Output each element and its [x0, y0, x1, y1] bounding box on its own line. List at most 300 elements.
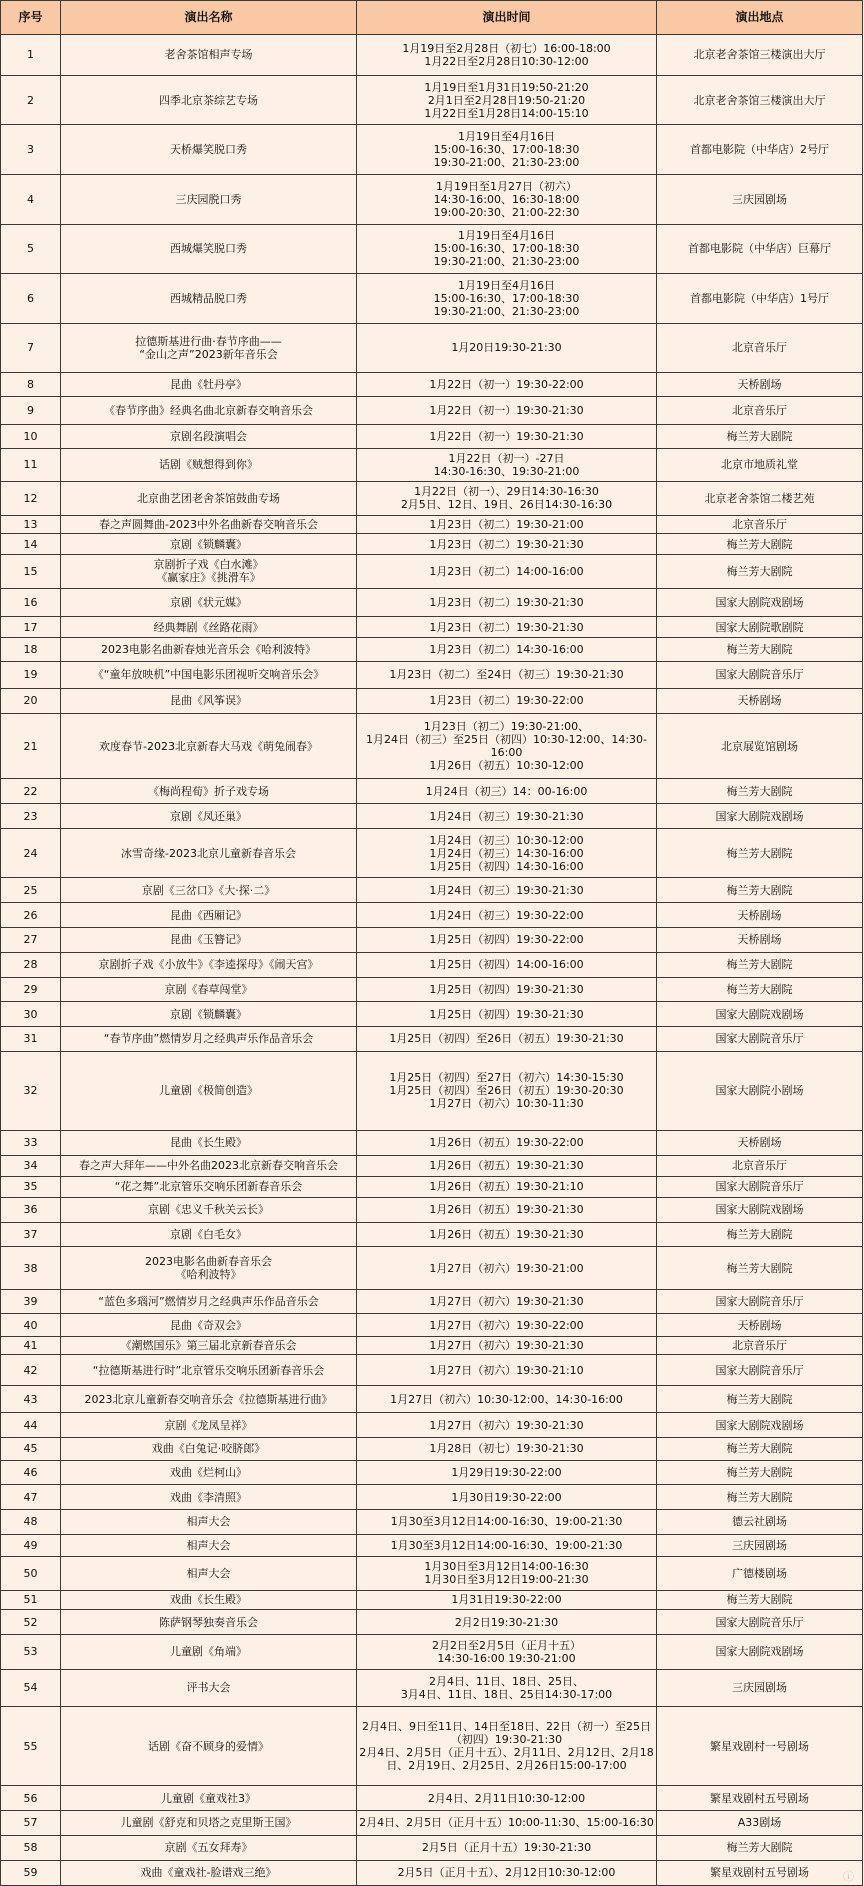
cell-name: 经典舞剧《丝路花雨》: [61, 617, 357, 638]
table-row: [1, 1557, 863, 1590]
cell-time: 1月27日（初六）19:30-21:10: [357, 1355, 657, 1386]
table-row: [1, 1485, 863, 1510]
cell-name: 戏曲《白兔记·咬脐郎》: [61, 1438, 357, 1460]
cell-venue: 国家大剧院音乐厅: [657, 1027, 863, 1052]
cell-time: 1月19日至1月27日（初六） 14:30-16:00、16:30-18:00 19:00-20:30、21:00-22:30: [357, 174, 657, 224]
cell-venue: 天桥剧场: [657, 1131, 863, 1156]
cell-time: 2月4日、9日至11日、14日至18日、22日（初一）至25日（初四）19:30-21:30 2月4日、2月5日（正月十五）、2月11日、2月12日、2月18日、2月19日、2月25日、2月26日15:00-17:00: [357, 1706, 657, 1785]
cell-index: 36: [1, 1197, 61, 1222]
cell-time: 1月22日（初一）19:30-22:00: [357, 373, 657, 397]
cell-time: 1月25日（初四）19:30-21:30: [357, 1002, 657, 1027]
table-row: [1, 1510, 863, 1535]
cell-venue: 北京音乐厅: [657, 396, 863, 424]
cell-name: 京剧《凤还巢》: [61, 804, 357, 829]
table-row: [1, 35, 863, 76]
cell-index: 33: [1, 1131, 61, 1156]
cell-name: 京剧《白毛女》: [61, 1222, 357, 1247]
cell-name: 京剧《状元媒》: [61, 588, 357, 616]
table-row: [1, 952, 863, 977]
table-row: [1, 75, 863, 125]
cell-index: 1: [1, 35, 61, 76]
cell-time: 1月19日至4月16日 15:00-16:30、17:00-18:30 19:30-21:00、21:30-23:00: [357, 274, 657, 324]
cell-time: 1月30日至3月12日14:00-16:30 1月30日至3月12日19:00-21:30: [357, 1557, 657, 1590]
cell-venue: 国家大剧院音乐厅: [657, 1289, 863, 1314]
table-row: [1, 588, 863, 616]
cell-index: 16: [1, 588, 61, 616]
cell-venue: 梅兰芳大剧院: [657, 1222, 863, 1247]
cell-index: 17: [1, 617, 61, 638]
cell-venue: 国家大剧院戏剧场: [657, 1197, 863, 1222]
cell-index: 22: [1, 779, 61, 804]
cell-index: 13: [1, 515, 61, 534]
cell-name: 戏曲《李清照》: [61, 1485, 357, 1510]
cell-venue: 国家大剧院戏剧场: [657, 1413, 863, 1438]
cell-time: 1月24日（初三）19:30-21:30: [357, 878, 657, 903]
cell-time: 1月19日至1月31日19:50-21:20 2月1日至2月28日19:50-21:20 1月22日至1月28日14:00-15:10: [357, 75, 657, 125]
cell-name: 京剧《五女拜寿》: [61, 1835, 357, 1860]
table-row: [1, 713, 863, 779]
cell-venue: 梅兰芳大剧院: [657, 1247, 863, 1289]
cell-venue: 北京老舍茶馆三楼演出大厅: [657, 35, 863, 76]
cell-index: 10: [1, 425, 61, 449]
cell-venue: 北京市地质礼堂: [657, 448, 863, 481]
cell-venue: 梅兰芳大剧院: [657, 1460, 863, 1485]
cell-venue: 国家大剧院戏剧场: [657, 1635, 863, 1670]
cell-index: 9: [1, 396, 61, 424]
table-row: [1, 1176, 863, 1197]
cell-index: 43: [1, 1386, 61, 1413]
cell-time: 1月25日（初四）19:30-22:00: [357, 927, 657, 952]
cell-index: 42: [1, 1355, 61, 1386]
cell-venue: 三庆园剧场: [657, 1534, 863, 1556]
cell-index: 55: [1, 1706, 61, 1785]
cell-time: 1月30至3月12日14:00-16:30、19:00-21:30: [357, 1510, 657, 1535]
cell-name: 2023电影名曲新春音乐会 《哈利波特》: [61, 1247, 357, 1289]
cell-index: 38: [1, 1247, 61, 1289]
cell-venue: 天桥剧场: [657, 1314, 863, 1336]
table-row: [1, 1460, 863, 1485]
header-index: 序号: [1, 1, 61, 35]
cell-index: 41: [1, 1336, 61, 1355]
cell-time: 1月25日（初四）至27日（初六）14:30-15:30 1月25日（初四）至26日（初五）19:30-20:30 1月27日（初六）10:30-11:30: [357, 1051, 657, 1130]
cell-name: 北京曲艺团老舍茶馆鼓曲专场: [61, 482, 357, 515]
table-row: [1, 661, 863, 688]
cell-venue: 国家大剧院戏剧场: [657, 1002, 863, 1027]
cell-name: 西城精品脱口秀: [61, 274, 357, 324]
cell-venue: 梅兰芳大剧院: [657, 1835, 863, 1860]
table-row: [1, 878, 863, 903]
cell-name: 欢度春节-2023北京新春大马戏《萌兔闹春》: [61, 713, 357, 779]
cell-name: 昆曲《奇双会》: [61, 1314, 357, 1336]
cell-name: 儿童剧《极简创造》: [61, 1051, 357, 1130]
cell-venue: 梅兰芳大剧院: [657, 1438, 863, 1460]
table-row: [1, 1222, 863, 1247]
cell-time: 1月25日（初四）19:30-21:30: [357, 977, 657, 1002]
cell-time: 1月22日（初一）、29日14:30-16:30 2月5日、12日、19日、26日14:30-16:30: [357, 482, 657, 515]
cell-name: 京剧折子戏《白水滩》 《赢家庄》《挑滑车》: [61, 555, 357, 588]
cell-index: 31: [1, 1027, 61, 1052]
cell-name: 西城爆笑脱口秀: [61, 224, 357, 274]
cell-venue: 国家大剧院戏剧场: [657, 804, 863, 829]
cell-time: 2月4日、2月5日（正月十五）10:00-11:30、15:00-16:30: [357, 1811, 657, 1836]
cell-venue: 梅兰芳大剧院: [657, 878, 863, 903]
table-row: [1, 1051, 863, 1130]
cell-index: 27: [1, 927, 61, 952]
table-header-row: [1, 1, 863, 35]
cell-venue: 北京老舍茶馆二楼艺苑: [657, 482, 863, 515]
table-row: [1, 1386, 863, 1413]
cell-index: 28: [1, 952, 61, 977]
cell-name: 春之声大拜年——中外名曲2023北京新春交响音乐会: [61, 1155, 357, 1176]
cell-index: 45: [1, 1438, 61, 1460]
cell-time: 1月22日（初一）19:30-21:30: [357, 425, 657, 449]
table-row: [1, 534, 863, 555]
cell-time: 2月5日（正月十五）19:30-21:30: [357, 1835, 657, 1860]
cell-name: 昆曲《玉簪记》: [61, 927, 357, 952]
cell-name: 《潮燃国乐》第三届北京新春音乐会: [61, 1336, 357, 1355]
cell-index: 29: [1, 977, 61, 1002]
cell-time: 2月2日19:30-21:30: [357, 1610, 657, 1635]
cell-venue: 梅兰芳大剧院: [657, 638, 863, 662]
cell-time: 1月25日（初四）14:00-16:00: [357, 952, 657, 977]
table-row: [1, 1002, 863, 1027]
cell-name: 京剧《忠义千秋关云长》: [61, 1197, 357, 1222]
cell-name: 三庆园脱口秀: [61, 174, 357, 224]
cell-venue: 天桥剧场: [657, 373, 863, 397]
cell-name: “拉德斯基进行时”北京管乐交响乐团新春音乐会: [61, 1355, 357, 1386]
cell-name: 四季北京茶综艺专场: [61, 75, 357, 125]
cell-venue: 北京展览馆剧场: [657, 713, 863, 779]
cell-venue: 国家大剧院音乐厅: [657, 1610, 863, 1635]
cell-venue: 天桥剧场: [657, 688, 863, 713]
cell-time: 1月27日（初六）19:30-21:30: [357, 1336, 657, 1355]
cell-name: 昆曲《长生殿》: [61, 1131, 357, 1156]
cell-time: 1月23日（初二）19:30-22:00: [357, 688, 657, 713]
table-row: [1, 323, 863, 373]
cell-index: 54: [1, 1669, 61, 1706]
cell-index: 26: [1, 903, 61, 928]
table-row: [1, 425, 863, 449]
table-row: [1, 555, 863, 588]
table-row: [1, 828, 863, 878]
cell-time: 1月30至3月12日14:00-16:30、19:00-21:30: [357, 1534, 657, 1556]
cell-time: 1月22日（初一）19:30-21:30: [357, 396, 657, 424]
cell-name: 2023北京儿童新春交响音乐会《拉德斯基进行曲》: [61, 1386, 357, 1413]
table-row: [1, 977, 863, 1002]
table-row: [1, 903, 863, 928]
cell-venue: 梅兰芳大剧院: [657, 977, 863, 1002]
cell-time: 2月4日、11日、18日、25日、 3月4日、11日、18日、25日14:30-17:00: [357, 1669, 657, 1706]
cell-time: 1月24日（初三）14：00-16:00: [357, 779, 657, 804]
table-row: [1, 779, 863, 804]
cell-index: 51: [1, 1590, 61, 1610]
cell-time: 1月26日（初五）19:30-21:30: [357, 1155, 657, 1176]
cell-time: 1月23日（初二）19:30-21:30: [357, 588, 657, 616]
cell-time: 1月24日（初三）19:30-21:30: [357, 804, 657, 829]
cell-time: 1月27日（初六）19:30-21:30: [357, 1289, 657, 1314]
cell-name: 拉德斯基进行曲·春节序曲—— “金山之声”2023新年音乐会: [61, 323, 357, 373]
cell-time: 1月23日（初二）19:30-21:00、 1月24日（初三）至25日（初四）10:30-12:00、14:30-16:00 1月26日（初五）10:30-12:00: [357, 713, 657, 779]
cell-name: 儿童剧《童戏社3》: [61, 1786, 357, 1811]
cell-index: 56: [1, 1786, 61, 1811]
table-row: [1, 224, 863, 274]
cell-name: 相声大会: [61, 1557, 357, 1590]
cell-index: 25: [1, 878, 61, 903]
cell-index: 50: [1, 1557, 61, 1590]
cell-name: 戏曲《长生殿》: [61, 1590, 357, 1610]
cell-index: 39: [1, 1289, 61, 1314]
cell-time: 1月26日（初五）19:30-22:00: [357, 1131, 657, 1156]
cell-name: 老舍茶馆相声专场: [61, 35, 357, 76]
table-row: [1, 1438, 863, 1460]
cell-venue: 北京音乐厅: [657, 1155, 863, 1176]
cell-index: 53: [1, 1635, 61, 1670]
cell-time: 1月23日（初二）19:30-21:30: [357, 534, 657, 555]
cell-time: 1月30日19:30-22:00: [357, 1485, 657, 1510]
cell-time: 1月23日（初二）19:30-21:00: [357, 515, 657, 534]
cell-index: 58: [1, 1835, 61, 1860]
cell-name: 京剧折子戏《小放牛》《李逵探母》《闹天宫》: [61, 952, 357, 977]
cell-index: 49: [1, 1534, 61, 1556]
cell-index: 34: [1, 1155, 61, 1176]
cell-index: 7: [1, 323, 61, 373]
cell-time: 1月27日（初六）10:30-12:00、14:30-16:00: [357, 1386, 657, 1413]
table-row: [1, 1835, 863, 1860]
cell-index: 23: [1, 804, 61, 829]
table-row: [1, 1590, 863, 1610]
table-row: [1, 1027, 863, 1052]
cell-index: 6: [1, 274, 61, 324]
cell-venue: 梅兰芳大剧院: [657, 952, 863, 977]
table-row: [1, 274, 863, 324]
cell-venue: 国家大剧院音乐厅: [657, 1176, 863, 1197]
table-row: [1, 1155, 863, 1176]
cell-venue: 广德楼剧场: [657, 1557, 863, 1590]
cell-name: 京剧《三岔口》《大·探·二》: [61, 878, 357, 903]
cell-index: 57: [1, 1811, 61, 1836]
header-venue: 演出地点: [657, 1, 863, 35]
table-row: [1, 638, 863, 662]
cell-venue: 梅兰芳大剧院: [657, 534, 863, 555]
cell-time: 1月26日（初五）19:30-21:30: [357, 1197, 657, 1222]
cell-name: 2023电影名曲新春烛光音乐会《哈利波特》: [61, 638, 357, 662]
cell-index: 48: [1, 1510, 61, 1535]
table-row: [1, 1247, 863, 1289]
cell-venue: 北京音乐厅: [657, 1336, 863, 1355]
cell-name: “春节序曲”燃情岁月之经典声乐作品音乐会: [61, 1027, 357, 1052]
cell-index: 8: [1, 373, 61, 397]
cell-name: 昆曲《风筝误》: [61, 688, 357, 713]
table-row: [1, 1336, 863, 1355]
cell-venue: 繁星戏剧村一号剧场: [657, 1706, 863, 1785]
cell-name: 天桥爆笑脱口秀: [61, 125, 357, 175]
cell-name: 戏曲《童戏社-脸谱戏三绝》: [61, 1860, 357, 1885]
table-row: [1, 804, 863, 829]
cell-time: 2月2日至2月5日（正月十五） 14:30-16:00 19:30-21:00: [357, 1635, 657, 1670]
table-row: [1, 1197, 863, 1222]
cell-time: 1月28日（初七）19:30-21:30: [357, 1438, 657, 1460]
cell-index: 14: [1, 534, 61, 555]
cell-time: 1月25日（初四）至26日（初五）19:30-21:30: [357, 1027, 657, 1052]
cell-time: 1月19日至2月28日（初七）16:00-18:00 1月22日至2月28日10:30-12:00: [357, 35, 657, 76]
cell-time: 1月19日至4月16日 15:00-16:30、17:00-18:30 19:30-21:00、21:30-23:00: [357, 224, 657, 274]
cell-time: 1月26日（初五）19:30-21:10: [357, 1176, 657, 1197]
table-row: [1, 448, 863, 481]
cell-venue: 梅兰芳大剧院: [657, 1386, 863, 1413]
cell-time: 2月5日（正月十五）、2月12日10:30-12:00: [357, 1860, 657, 1885]
cell-venue: 北京音乐厅: [657, 515, 863, 534]
cell-venue: 梅兰芳大剧院: [657, 1485, 863, 1510]
table-row: [1, 515, 863, 534]
cell-name: 京剧名段演唱会: [61, 425, 357, 449]
table-row: [1, 125, 863, 175]
cell-name: “花之舞”北京管乐交响乐团新春音乐会: [61, 1176, 357, 1197]
header-time: 演出时间: [357, 1, 657, 35]
table-row: [1, 1610, 863, 1635]
cell-time: 2月4日、2月11日10:30-12:00: [357, 1786, 657, 1811]
cell-name: 话剧《奋不顾身的爱情》: [61, 1706, 357, 1785]
cell-index: 3: [1, 125, 61, 175]
cell-venue: 德云社剧场: [657, 1510, 863, 1535]
table-row: [1, 1289, 863, 1314]
cell-venue: 三庆园剧场: [657, 1669, 863, 1706]
cell-time: 1月27日（初六）19:30-21:00: [357, 1247, 657, 1289]
cell-name: 儿童剧《舒克和贝塔之克里斯王国》: [61, 1811, 357, 1836]
cell-time: 1月23日（初二）14:30-16:00: [357, 638, 657, 662]
cell-name: 戏曲《烂柯山》: [61, 1460, 357, 1485]
cell-index: 2: [1, 75, 61, 125]
watermark: ⓘ: [843, 1870, 854, 1883]
table-row: [1, 1131, 863, 1156]
cell-time: 1月31日19:30-22:00: [357, 1590, 657, 1610]
cell-venue: 首都电影院（中华店）1号厅: [657, 274, 863, 324]
cell-name: 冰雪奇缘-2023北京儿童新春音乐会: [61, 828, 357, 878]
cell-time: 1月22日（初一）-27日 14:30-16:30、19:30-21:00: [357, 448, 657, 481]
table-row: [1, 396, 863, 424]
cell-time: 1月29日19:30-22:00: [357, 1460, 657, 1485]
table-row: [1, 1635, 863, 1670]
cell-name: 京剧《锁麟囊》: [61, 1002, 357, 1027]
table-row: [1, 1413, 863, 1438]
cell-time: 1月23日（初二）14:00-16:00: [357, 555, 657, 588]
cell-index: 52: [1, 1610, 61, 1635]
table-row: [1, 1355, 863, 1386]
cell-venue: 梅兰芳大剧院: [657, 555, 863, 588]
cell-name: 相声大会: [61, 1510, 357, 1535]
cell-venue: 梅兰芳大剧院: [657, 828, 863, 878]
cell-name: 昆曲《西厢记》: [61, 903, 357, 928]
cell-venue: 国家大剧院音乐厅: [657, 661, 863, 688]
cell-venue: 天桥剧场: [657, 927, 863, 952]
cell-index: 47: [1, 1485, 61, 1510]
cell-name: 《梅尚程荀》折子戏专场: [61, 779, 357, 804]
cell-time: 1月27日（初六）19:30-22:00: [357, 1314, 657, 1336]
cell-index: 37: [1, 1222, 61, 1247]
cell-index: 35: [1, 1176, 61, 1197]
cell-index: 24: [1, 828, 61, 878]
cell-venue: 天桥剧场: [657, 903, 863, 928]
table-row: [1, 617, 863, 638]
cell-venue: A33剧场: [657, 1811, 863, 1836]
cell-venue: 国家大剧院音乐厅: [657, 1355, 863, 1386]
cell-index: 46: [1, 1460, 61, 1485]
cell-index: 59: [1, 1860, 61, 1885]
cell-name: “蓝色多瑙河”燃情岁月之经典声乐作品音乐会: [61, 1289, 357, 1314]
cell-index: 11: [1, 448, 61, 481]
cell-index: 40: [1, 1314, 61, 1336]
table-row: [1, 1706, 863, 1785]
header-name: 演出名称: [61, 1, 357, 35]
cell-venue: 国家大剧院歌剧院: [657, 617, 863, 638]
cell-index: 5: [1, 224, 61, 274]
cell-time: 1月26日（初五）19:30-21:30: [357, 1222, 657, 1247]
cell-venue: 梅兰芳大剧院: [657, 425, 863, 449]
cell-name: 儿童剧《角端》: [61, 1635, 357, 1670]
cell-index: 4: [1, 174, 61, 224]
cell-time: 1月23日（初二）19:30-21:30: [357, 617, 657, 638]
cell-venue: 首都电影院（中华店）2号厅: [657, 125, 863, 175]
cell-name: 京剧《春草闯堂》: [61, 977, 357, 1002]
cell-time: 1月23日（初二）至24日（初三）19:30-21:30: [357, 661, 657, 688]
cell-venue: 首都电影院（中华店）巨幕厅: [657, 224, 863, 274]
table-row: [1, 1786, 863, 1811]
cell-venue: 北京音乐厅: [657, 323, 863, 373]
cell-venue: 三庆园剧场: [657, 174, 863, 224]
cell-time: 1月27日（初六）19:30-21:30: [357, 1413, 657, 1438]
cell-name: 京剧《锁麟囊》: [61, 534, 357, 555]
cell-index: 18: [1, 638, 61, 662]
cell-index: 30: [1, 1002, 61, 1027]
table-row: [1, 688, 863, 713]
cell-venue: 繁星戏剧村五号剧场: [657, 1860, 863, 1885]
table-row: [1, 1314, 863, 1336]
cell-venue: 北京老舍茶馆三楼演出大厅: [657, 75, 863, 125]
cell-name: 《春节序曲》经典名曲北京新春交响音乐会: [61, 396, 357, 424]
table-row: [1, 1860, 863, 1885]
cell-name: 《“童年放映机”中国电影乐团视听交响音乐会》: [61, 661, 357, 688]
cell-name: 春之声圆舞曲-2023中外名曲新春交响音乐会: [61, 515, 357, 534]
table-row: [1, 1811, 863, 1836]
cell-time: 1月24日（初三）19:30-22:00: [357, 903, 657, 928]
cell-venue: 繁星戏剧村五号剧场: [657, 1786, 863, 1811]
table-row: [1, 174, 863, 224]
cell-name: 评书大会: [61, 1669, 357, 1706]
cell-name: 京剧《龙凤呈祥》: [61, 1413, 357, 1438]
cell-venue: 国家大剧院小剧场: [657, 1051, 863, 1130]
cell-index: 15: [1, 555, 61, 588]
cell-index: 32: [1, 1051, 61, 1130]
table-row: [1, 373, 863, 397]
cell-time: 1月19日至4月16日 15:00-16:30、17:00-18:30 19:30-21:00、21:30-23:00: [357, 125, 657, 175]
cell-index: 20: [1, 688, 61, 713]
cell-index: 44: [1, 1413, 61, 1438]
table-row: [1, 1534, 863, 1556]
table-row: [1, 482, 863, 515]
cell-name: 昆曲《牡丹亭》: [61, 373, 357, 397]
cell-venue: 梅兰芳大剧院: [657, 1590, 863, 1610]
cell-index: 21: [1, 713, 61, 779]
cell-time: 1月20日19:30-21:30: [357, 323, 657, 373]
table-body: [1, 35, 863, 1886]
cell-index: 19: [1, 661, 61, 688]
cell-name: 陈萨钢琴独奏音乐会: [61, 1610, 357, 1635]
cell-name: 话剧《贼想得到你》: [61, 448, 357, 481]
cell-venue: 国家大剧院戏剧场: [657, 588, 863, 616]
cell-name: 相声大会: [61, 1534, 357, 1556]
cell-index: 12: [1, 482, 61, 515]
table-row: [1, 927, 863, 952]
cell-time: 1月24日（初三）10:30-12:00 1月24日（初三）14:30-16:00 1月25日（初四）14:30-16:00: [357, 828, 657, 878]
